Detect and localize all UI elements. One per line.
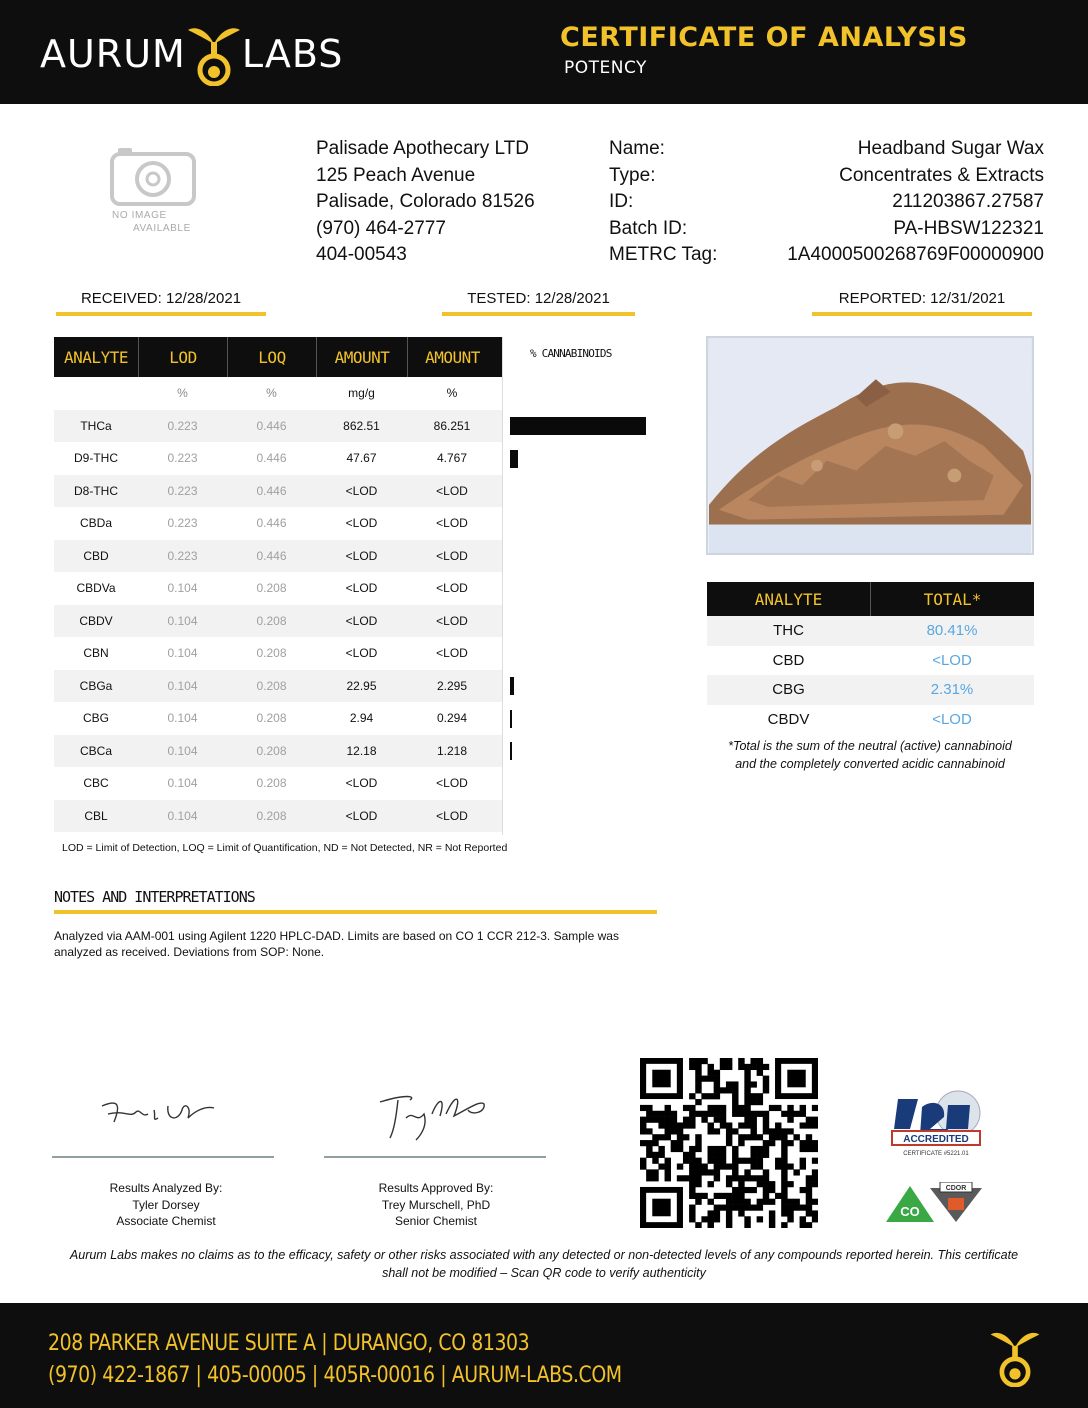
analyte-cell: CBDa [79, 516, 112, 531]
footer-bar [0, 1303, 1088, 1408]
analyst-signature-line [52, 1156, 274, 1158]
amount-pct-cell: <LOD [436, 581, 468, 596]
amount-pct-cell: 1.218 [436, 743, 468, 758]
unit-lod: % [177, 386, 188, 401]
totals-note [706, 737, 1034, 773]
footer-contact[interactable]: (970) 422-1867 | 405-00005 | 405R-00016 | AURUM-LABS.COM [48, 1363, 622, 1388]
lod-cell: 0.104 [167, 581, 198, 596]
client-name: Palisade Apothecary LTD [316, 138, 529, 159]
approved-by-label: Results Approved By: [378, 1181, 494, 1195]
header-amount-mg: AMOUNT [316, 337, 407, 377]
totals-row [707, 646, 1034, 676]
loq-cell: 0.446 [256, 516, 287, 531]
amount-pct-cell: <LOD [436, 646, 468, 661]
loq-cell: 0.208 [256, 646, 287, 661]
analyte-cell: CBG [82, 711, 109, 726]
batch-id-value: PA-HBSW122321 [893, 217, 1044, 239]
totals-note-line1: *Total is the sum of the neutral (active) cannabinoid [728, 739, 1012, 753]
sample-id-value: 211203867.27587 [892, 191, 1044, 212]
cannabinoid-bar-cbga [510, 677, 514, 695]
totals-note-line2: and the completely converted acidic cannabinoid [735, 757, 1005, 771]
lod-cell: 0.104 [167, 711, 198, 726]
amount-mg-cell: <LOD [345, 483, 378, 498]
loq-cell: 0.208 [256, 581, 287, 596]
table-row [54, 507, 503, 540]
amount-pct-cell: <LOD [436, 776, 468, 791]
sample-type-value: Concentrates & Extracts [839, 164, 1044, 186]
amount-mg-cell: <LOD [345, 613, 378, 628]
amount-mg-cell: 22.95 [346, 678, 377, 693]
flask-sprout-icon [188, 22, 240, 86]
totals-analyte: CBD [772, 651, 805, 669]
cannabinoid-bar-cbca [510, 742, 512, 760]
totals-value: <LOD [932, 651, 972, 669]
potency-rows [54, 410, 503, 833]
sample-name-value: Headband Sugar Wax [857, 138, 1044, 159]
amount-mg-cell: <LOD [345, 646, 378, 661]
loq-cell: 0.446 [256, 483, 287, 498]
loq-cell: 0.208 [256, 808, 287, 823]
unit-amount-pct: % [446, 386, 458, 401]
table-row [54, 442, 503, 475]
amount-mg-cell: 2.94 [349, 711, 374, 726]
lod-cell: 0.104 [167, 678, 198, 693]
loq-cell: 0.208 [256, 678, 287, 693]
notes-title: NOTES AND INTERPRETATIONS [54, 888, 255, 906]
analyte-cell: CBDV [79, 613, 113, 628]
co-text: CO [900, 1204, 920, 1219]
lod-cell: 0.104 [167, 613, 198, 628]
aurum-labs-logo [40, 22, 343, 86]
lod-cell: 0.104 [167, 776, 198, 791]
approved-by-block [324, 1180, 548, 1230]
approver-name: Trey Murschell, PhD [381, 1197, 491, 1212]
potency-table-header [54, 337, 503, 377]
totals-value: <LOD [932, 710, 972, 728]
amount-pct-cell: 0.294 [436, 711, 468, 726]
metrc-tag-value: 1A4000500268769F00000900 [787, 244, 1044, 265]
analyte-cell: CBCa [79, 743, 112, 758]
loq-cell: 0.446 [256, 451, 287, 466]
accredited-text: ACCREDITED [903, 1134, 969, 1145]
client-license: 404-00543 [316, 244, 407, 265]
analyte-cell: D9-THC [74, 451, 118, 466]
table-row [54, 637, 503, 670]
analyte-cell: D8-THC [74, 483, 118, 498]
table-row [54, 767, 503, 800]
table-row [54, 670, 503, 703]
amount-pct-cell: 4.767 [436, 451, 468, 466]
qr-code-icon[interactable] [640, 1058, 818, 1228]
no-image-label: NO IMAGE [112, 210, 167, 221]
notes-text: Analyzed via AAM-001 using Agilent 1220 HPLC-DAD. Limits are based on CO 1 CCR 212-3. Sample was analyzed as received. Deviations from SOP: None. [54, 929, 619, 959]
cannabinoid-bar-cbg [510, 710, 512, 728]
notes-underline [54, 910, 657, 914]
unit-loq: % [266, 386, 277, 401]
flask-sprout-icon [990, 1327, 1040, 1387]
lod-cell: 0.223 [167, 418, 198, 433]
tested-underline [442, 312, 635, 316]
totals-analyte: CBG [772, 681, 805, 699]
client-city: Palisade, Colorado 81526 [316, 191, 535, 212]
analyte-cell: CBGa [79, 678, 113, 693]
metrc-tag-label: METRC Tag: [609, 244, 718, 265]
sample-info-labels [609, 136, 717, 269]
analyte-cell: CBL [84, 808, 108, 823]
totals-header-total: TOTAL* [870, 582, 1034, 616]
analyzed-by-label: Results Analyzed By: [109, 1181, 223, 1195]
table-row [54, 540, 503, 573]
analyst-title: Associate Chemist [116, 1214, 216, 1228]
lod-cell: 0.223 [167, 548, 198, 563]
loq-cell: 0.208 [256, 613, 287, 628]
amount-pct-cell: <LOD [436, 808, 468, 823]
header-loq: LOQ [227, 337, 316, 377]
lod-cell: 0.104 [167, 808, 198, 823]
lod-cell: 0.104 [167, 743, 198, 758]
amount-mg-cell: <LOD [345, 808, 378, 823]
amount-pct-cell: 86.251 [433, 418, 471, 433]
totals-analyte: CBDV [767, 710, 810, 728]
header-amount-pct: AMOUNT [407, 337, 497, 377]
totals-header [707, 582, 1034, 616]
totals-table [707, 582, 1034, 734]
totals-value: 2.31% [930, 681, 974, 699]
loq-cell: 0.208 [256, 743, 287, 758]
logo-text-aurum: AURUM [40, 32, 186, 76]
amount-mg-cell: <LOD [345, 776, 378, 791]
amount-mg-cell: <LOD [345, 548, 378, 563]
totals-value: 80.41% [926, 622, 978, 640]
sample-info-values [787, 136, 1044, 269]
analyte-cell: CBDVa [76, 581, 116, 596]
analyte-cell: CBC [83, 776, 109, 791]
client-street: 125 Peach Avenue [316, 164, 476, 186]
cannabinoid-bar-thca [510, 417, 646, 435]
document-title: CERTIFICATE OF ANALYSIS [560, 22, 968, 53]
client-address [316, 136, 535, 269]
table-row [54, 605, 503, 638]
lod-cell: 0.223 [167, 516, 198, 531]
reported-date: REPORTED: 12/31/2021 [838, 290, 1006, 307]
totals-row [707, 705, 1034, 735]
amount-pct-cell: <LOD [436, 483, 468, 498]
batch-id-label: Batch ID: [609, 217, 688, 239]
header-lod: LOD [138, 337, 227, 377]
received-underline [56, 312, 266, 316]
table-footnote: LOD = Limit of Detection, LOQ = Limit of Quantification, ND = Not Detected, NR = Not Reported [62, 842, 508, 854]
lod-cell: 0.223 [167, 451, 198, 466]
loq-cell: 0.446 [256, 418, 287, 433]
tested-date: TESTED: 12/28/2021 [467, 290, 610, 307]
cdor-text: CDOR [945, 1185, 967, 1192]
approver-title: Senior Chemist [394, 1214, 478, 1228]
unit-amount-mg: mg/g [348, 386, 375, 401]
analyte-cell: CBD [83, 548, 109, 563]
totals-header-analyte: ANALYTE [754, 589, 823, 609]
amount-mg-cell: <LOD [345, 516, 378, 531]
sample-id-label: ID: [609, 191, 634, 212]
potency-table [54, 337, 503, 832]
no-image-available-label: AVAILABLE [133, 223, 191, 234]
totals-row [707, 675, 1034, 705]
received-date: RECEIVED: 12/28/2021 [80, 290, 242, 307]
analyst-name: Tyler Dorsey [132, 1197, 200, 1212]
amount-pct-cell: 2.295 [436, 678, 468, 693]
sample-type-label: Type: [609, 164, 656, 186]
cannabinoid-bar-d9-thc [510, 450, 518, 468]
amount-mg-cell: 862.51 [343, 418, 380, 433]
document-subtitle: POTENCY [564, 58, 647, 78]
table-row [54, 702, 503, 735]
amount-mg-cell: 12.18 [346, 743, 377, 758]
table-row [54, 800, 503, 833]
analyzed-by-block [54, 1180, 278, 1230]
totals-row [707, 616, 1034, 646]
amount-pct-cell: <LOD [436, 548, 468, 563]
analyst-signature [96, 1092, 226, 1132]
header-analyte: ANALYTE [64, 347, 128, 367]
reported-underline [812, 312, 1032, 316]
lod-cell: 0.223 [167, 483, 198, 498]
sample-photo [706, 336, 1034, 555]
loq-cell: 0.208 [256, 711, 287, 726]
table-row [54, 735, 503, 768]
approver-signature-line [324, 1156, 546, 1158]
header-bar [0, 0, 1088, 104]
table-row [54, 572, 503, 605]
loq-cell: 0.208 [256, 776, 287, 791]
table-row [54, 410, 503, 443]
amount-mg-cell: <LOD [345, 581, 378, 596]
table-row [54, 475, 503, 508]
cannabinoid-bars-title: % CANNABINOIDS [530, 347, 612, 360]
sample-name-label: Name: [609, 138, 665, 159]
loq-cell: 0.446 [256, 548, 287, 563]
analyte-cell: THCa [80, 418, 112, 433]
certificate-number-text: CERTIFICATE #5221.01 [903, 1151, 969, 1157]
totals-analyte: THC [773, 622, 804, 640]
approver-signature [376, 1090, 490, 1142]
amount-pct-cell: <LOD [436, 516, 468, 531]
units-row [54, 377, 503, 410]
client-phone: (970) 464-2777 [316, 217, 446, 239]
amount-pct-cell: <LOD [436, 613, 468, 628]
amount-mg-cell: 47.67 [346, 451, 377, 466]
analyte-cell: CBN [83, 646, 109, 661]
logo-text-labs: LABS [241, 32, 344, 76]
lod-cell: 0.104 [167, 646, 198, 661]
cdor-colorado-badge [886, 1182, 982, 1224]
disclaimer-text: Aurum Labs makes no claims as to the efficacy, safety or other risks associated with any detected or non-detected levels of any compounds reported herein. This certificate shall not be modified – Scan QR code to verify authenticity [69, 1248, 1019, 1280]
footer-address: 208 PARKER AVENUE SUITE A | DURANGO, CO 81303 [48, 1331, 530, 1356]
table-right-border [502, 337, 503, 835]
a2la-accredited-badge [888, 1085, 984, 1160]
